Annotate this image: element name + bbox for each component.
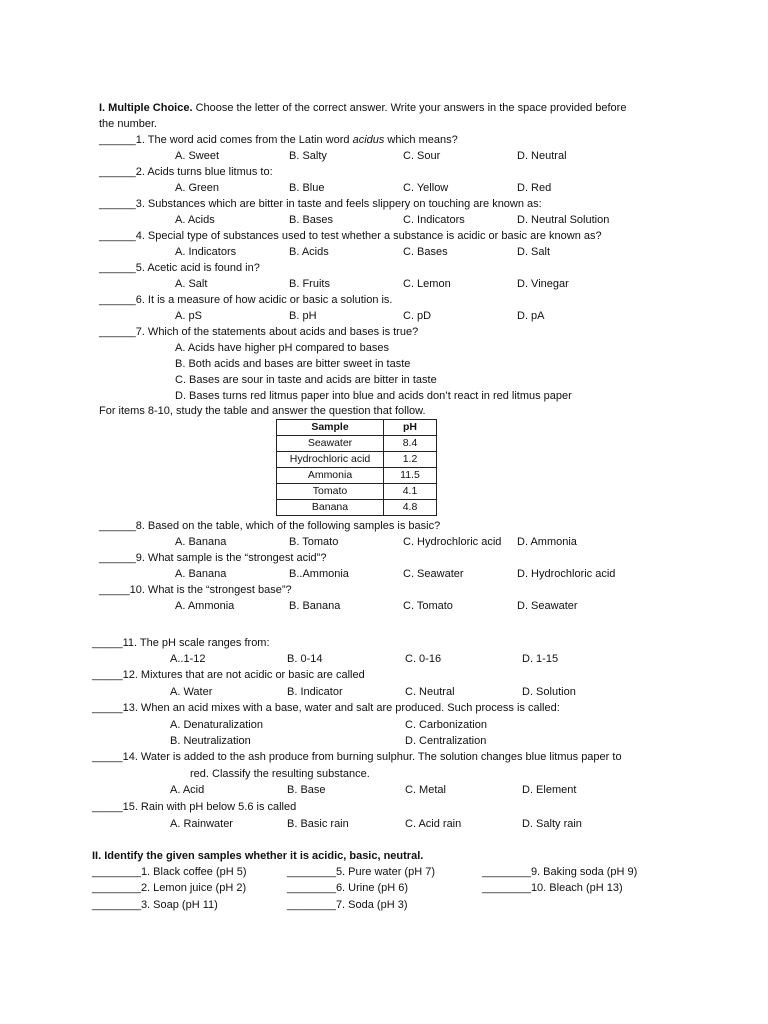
- q1-option-c: C. Sour: [403, 150, 441, 162]
- section2-item: ________9. Baking soda (pH 9): [482, 866, 638, 878]
- q8-option-d: D. Ammonia: [517, 536, 577, 548]
- question-4: ______4. Special type of substances used to test whether a substance is acidic or basic are known as?: [99, 230, 602, 242]
- q6-option-a: A. pS: [175, 310, 202, 322]
- table-intro: For items 8-10, study the table and answer the question that follow.: [99, 405, 426, 417]
- q14-option-d: D. Element: [522, 784, 577, 796]
- sample-cell: Tomato: [277, 484, 384, 500]
- q9-option-a: A. Banana: [175, 568, 227, 580]
- table-row: [277, 452, 437, 468]
- q6-option-b: B. pH: [289, 310, 317, 322]
- q4-option-c: C. Bases: [403, 246, 448, 258]
- q1-option-d: D. Neutral: [517, 150, 567, 162]
- ph-cell: 11.5: [384, 468, 437, 484]
- section2-item: ________3. Soap (pH 11): [92, 899, 218, 911]
- q15-option-a: A. Rainwater: [170, 818, 233, 830]
- question-10: _____10. What is the “strongest base”?: [99, 584, 292, 596]
- q2-option-c: C. Yellow: [403, 182, 449, 194]
- q8-option-b: B. Tomato: [289, 536, 339, 548]
- q3-option-c: C. Indicators: [403, 214, 465, 226]
- q11-option-c: C. 0-16: [405, 653, 442, 665]
- table-header-ph: pH: [384, 420, 437, 436]
- section2-item: ________1. Black coffee (pH 5): [92, 866, 247, 878]
- q5-option-c: C. Lemon: [403, 278, 451, 290]
- q15-option-b: B. Basic rain: [287, 818, 349, 830]
- section2-item: ________5. Pure water (pH 7): [287, 866, 435, 878]
- table-header-row: [277, 420, 437, 436]
- sample-cell: Banana: [277, 500, 384, 516]
- sample-cell: Seawater: [277, 436, 384, 452]
- sample-cell: Hydrochloric acid: [277, 452, 384, 468]
- section2-item: ________2. Lemon juice (pH 2): [92, 882, 247, 894]
- answer-blank[interactable]: ______: [99, 134, 136, 146]
- q1-option-b: B. Salty: [289, 150, 327, 162]
- q7-option-b: B. Both acids and bases are bitter sweet in taste: [175, 358, 411, 370]
- q2-option-a: A. Green: [175, 182, 220, 194]
- q5-option-a: A. Salt: [175, 278, 208, 290]
- q12-option-d: D. Solution: [522, 686, 576, 698]
- question-8: ______8. Based on the table, which of the following samples is basic?: [99, 520, 441, 532]
- q13-option-d: D. Centralization: [405, 735, 487, 747]
- section2-heading: II. Identify the given samples whether it is acidic, basic, neutral.: [92, 850, 424, 862]
- q13-option-c: C. Carbonization: [405, 719, 487, 731]
- q10-option-a: A. Ammonia: [175, 600, 235, 612]
- q10-option-b: B. Banana: [289, 600, 341, 612]
- q3-option-a: A. Acids: [175, 214, 215, 226]
- question-3: ______3. Substances which are bitter in taste and feels slippery on touching are known as:: [99, 198, 542, 210]
- q15-option-d: D. Salty rain: [522, 818, 582, 830]
- question-text-end: which means?: [384, 134, 458, 146]
- q4-option-b: B. Acids: [289, 246, 329, 258]
- section2-item: ________7. Soda (pH 3): [287, 899, 408, 911]
- q14-option-c: C. Metal: [405, 784, 446, 796]
- q5-option-d: D. Vinegar: [517, 278, 569, 290]
- table-row: [277, 468, 437, 484]
- table-row: [277, 500, 437, 516]
- table-row: [277, 436, 437, 452]
- question-14: _____14. Water is added to the ash produce from burning sulphur. The solution changes blue litmus paper to: [92, 751, 622, 763]
- latin-term: acidus: [352, 134, 385, 146]
- question-15: _____15. Rain with pH below 5.6 is called: [92, 801, 297, 813]
- question-9: ______9. What sample is the “strongest acid”?: [99, 552, 327, 564]
- question-14-line2: red. Classify the resulting substance.: [190, 768, 370, 780]
- question-7: ______7. Which of the statements about acids and bases is true?: [99, 326, 419, 338]
- q11-option-b: B. 0-14: [287, 653, 323, 665]
- sample-cell: Ammonia: [277, 468, 384, 484]
- q13-option-b: B. Neutralization: [170, 735, 251, 747]
- ph-table: [276, 419, 437, 516]
- question-12: _____12. Mixtures that are not acidic or basic are called: [92, 669, 365, 681]
- question-11: _____11. The pH scale ranges from:: [92, 637, 270, 649]
- q14-option-b: B. Base: [287, 784, 326, 796]
- section2-item: ________6. Urine (pH 6): [287, 882, 409, 894]
- q10-option-c: C. Tomato: [403, 600, 453, 612]
- q14-option-a: A. Acid: [170, 784, 205, 796]
- section1-instruction-line2: the number.: [99, 118, 158, 130]
- q11-option-d: D. 1-15: [522, 653, 559, 665]
- ph-cell: 4.1: [384, 484, 437, 500]
- q12-option-a: A. Water: [170, 686, 213, 698]
- q12-option-b: B. Indicator: [287, 686, 343, 698]
- ph-cell: 1.2: [384, 452, 437, 468]
- question-6: ______6. It is a measure of how acidic or basic a solution is.: [99, 294, 393, 306]
- q1-option-a: A. Sweet: [175, 150, 220, 162]
- q2-option-d: D. Red: [517, 182, 552, 194]
- q11-option-a: A..1-12: [170, 653, 206, 665]
- section1-instruction-line1: Choose the letter of the correct answer. Write your answers in the space provided before: [195, 102, 627, 114]
- q9-option-b: B..Ammonia: [289, 568, 349, 580]
- q4-option-a: A. Indicators: [175, 246, 237, 258]
- q7-option-a: A. Acids have higher pH compared to bases: [175, 342, 390, 354]
- q7-option-c: C. Bases are sour in taste and acids are bitter in taste: [175, 374, 437, 386]
- ph-cell: 8.4: [384, 436, 437, 452]
- section1-heading: I. Multiple Choice.: [99, 102, 193, 114]
- q13-option-a: A. Denaturalization: [170, 719, 263, 731]
- question-2: ______2. Acids turns blue litmus to:: [99, 166, 273, 178]
- q3-option-d: D. Neutral Solution: [517, 214, 610, 226]
- section1-instructions: [99, 101, 626, 115]
- q12-option-c: C. Neutral: [405, 686, 455, 698]
- q7-option-d: D. Bases turns red litmus paper into blue and acids don’t react in red litmus paper: [175, 390, 572, 402]
- section2-item: ________10. Bleach (pH 13): [482, 882, 623, 894]
- question-5: ______5. Acetic acid is found in?: [99, 262, 260, 274]
- q8-option-c: C. Hydrochloric acid: [403, 536, 502, 548]
- q6-option-c: C. pD: [403, 310, 432, 322]
- question-text: The word acid comes from the Latin word: [147, 134, 353, 146]
- q9-option-d: D. Hydrochloric acid: [517, 568, 616, 580]
- table-header-sample: Sample: [277, 420, 384, 436]
- q9-option-c: C. Seawater: [403, 568, 464, 580]
- q15-option-c: C. Acid rain: [405, 818, 462, 830]
- ph-cell: 4.8: [384, 500, 437, 516]
- q6-option-d: D. pA: [517, 310, 545, 322]
- q8-option-a: A. Banana: [175, 536, 227, 548]
- q10-option-d: D. Seawater: [517, 600, 578, 612]
- table-row: [277, 484, 437, 500]
- q5-option-b: B. Fruits: [289, 278, 330, 290]
- question-number: 1.: [135, 134, 145, 146]
- question-13: _____13. When an acid mixes with a base, water and salt are produced. Such process is called:: [92, 702, 560, 714]
- q2-option-b: B. Blue: [289, 182, 325, 194]
- q3-option-b: B. Bases: [289, 214, 334, 226]
- q4-option-d: D. Salt: [517, 246, 551, 258]
- question-1: [99, 133, 458, 147]
